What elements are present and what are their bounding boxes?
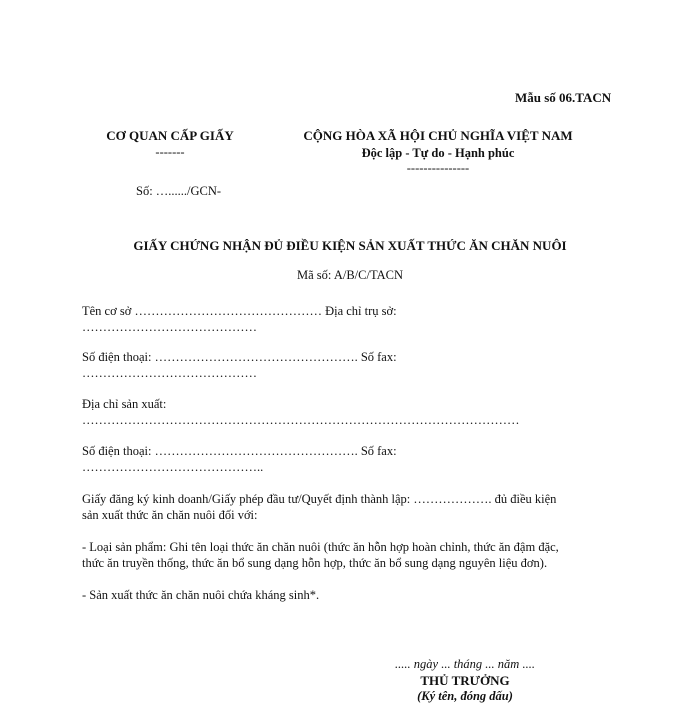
license-line-2: sản xuất thức ăn chăn nuôi đối với:: [82, 508, 258, 522]
document-code: Mã số: A/B/C/TACN: [297, 268, 403, 282]
signature-date: ..... ngày ... tháng ... năm ....: [395, 657, 535, 671]
production-address-label: Địa chỉ sản xuất:: [82, 397, 167, 411]
phone-fax-line-2: Số điện thoại: …………………………………………. Số fax:: [82, 444, 397, 458]
nation-name: CỘNG HÒA XÃ HỘI CHỦ NGHĨA VIỆT NAM: [303, 128, 573, 143]
product-type-line-1: - Loại sản phẩm: Ghi tên loại thức ăn chăn nuôi (thức ăn hỗn hợp hoàn chỉnh, thức ăn đậm đặc,: [82, 540, 559, 554]
signature-role: THỦ TRƯỞNG: [420, 673, 510, 688]
issuer-block: [100, 128, 240, 160]
fax-dots-1: ……………………………………: [82, 366, 257, 380]
form-code: Mẫu số 06.TACN: [515, 90, 612, 105]
issuer-rule: -------: [155, 145, 185, 159]
facility-name-line: Tên cơ sở ……………………………………… Địa chỉ trụ sở:: [82, 304, 397, 318]
signature-note: (Ký tên, đóng dấu): [417, 689, 513, 703]
fax-dots-2: ……………………………………..: [82, 460, 264, 474]
license-line-1: Giấy đăng ký kinh doanh/Giấy phép đầu tư/Quyết định thành lập: ………………. đủ điều kiện: [82, 492, 557, 506]
phone-fax-line-1: Số điện thoại: …………………………………………. Số fax:: [82, 350, 397, 364]
product-type-line-2: thức ăn truyền thống, thức ăn bổ sung dạng hỗn hợp, thức ăn bổ sung dạng nguyên liệu đơn).: [82, 556, 548, 570]
nation-rule: ---------------: [406, 161, 470, 175]
nation-motto: Độc lập - Tự do - Hạnh phúc: [361, 146, 515, 160]
issuer-name: CƠ QUAN CẤP GIẤY: [106, 128, 234, 143]
facility-address-dots: ……………………………………: [82, 320, 257, 334]
antibiotic-line: - Sản xuất thức ăn chăn nuôi chứa kháng sinh*.: [82, 588, 320, 602]
nation-block: [283, 128, 593, 176]
signature-block: [380, 657, 550, 704]
document-title: GIẤY CHỨNG NHẬN ĐỦ ĐIỀU KIỆN SẢN XUẤT THỨC ĂN CHĂN NUÔI: [133, 238, 567, 253]
production-address-dots: ……………………………………………………………………………………………: [82, 413, 520, 427]
certificate-number: Số: …....../GCN-: [136, 184, 222, 198]
